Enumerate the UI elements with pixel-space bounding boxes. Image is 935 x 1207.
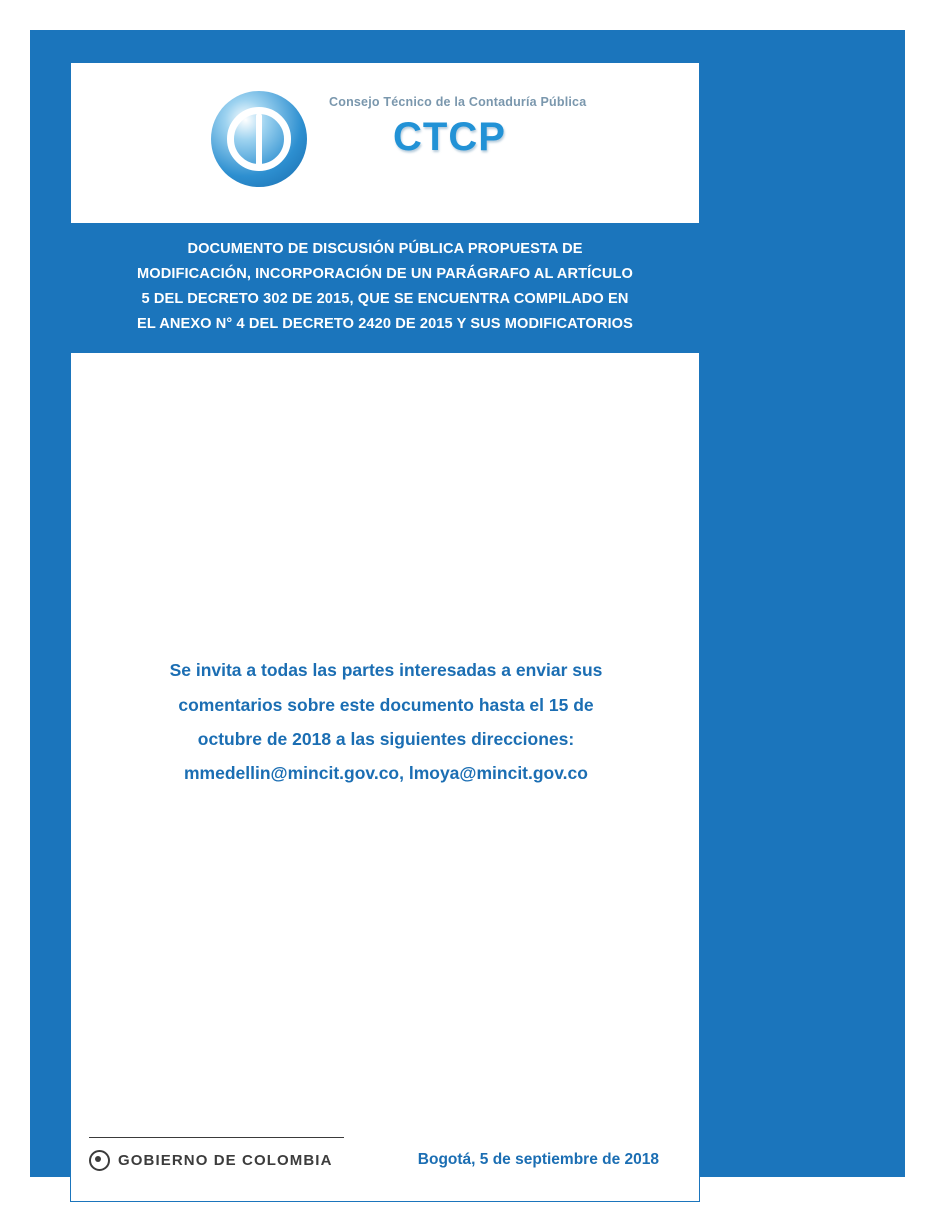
logo-stem-shape [256,113,262,171]
title-line-1: DOCUMENTO DE DISCUSIÓN PÚBLICA PROPUESTA DE [187,241,583,257]
cover-footer [71,1119,699,1179]
government-branding [89,1137,379,1171]
colombia-seal-icon [89,1150,110,1171]
invitation-line-1: Se invita a todas las partes interesadas a enviar sus [169,660,603,681]
title-line-4: EL ANEXO N° 4 DEL DECRETO 2420 DE 2015 Y SUS MODIFICATORIOS [137,316,633,333]
document-title-band [71,223,699,353]
cover-content-column [70,62,700,1202]
invitation-line-2: comentarios sobre este documento hasta el 15 de [178,694,594,715]
title-line-2: MODIFICACIÓN, INCORPORACIÓN DE UN PARÁGRAFO AL ARTÍCULO [137,266,633,283]
document-page-background [30,30,905,1177]
organization-name: Consejo Técnico de la Contaduría Pública [329,95,587,109]
footer-divider [89,1137,344,1138]
ctcp-circle-logo-icon [211,91,307,187]
government-label: GOBIERNO DE COLOMBIA [118,1152,333,1169]
place-and-date: Bogotá, 5 de septiembre de 2018 [417,1151,659,1168]
cover-body [71,353,699,1201]
contact-emails[interactable]: mmedellin@mincit.gov.co, lmoya@mincit.gov.co [184,762,588,783]
invitation-line-3: octubre de 2018 a las siguientes direcciones: [197,728,575,749]
logo-header [71,63,699,223]
comment-invitation [121,653,651,790]
organization-acronym: CTCP [393,115,506,159]
title-line-3: 5 DEL DECRETO 302 DE 2015, QUE SE ENCUENTRA COMPILADO EN [141,291,629,308]
ctcp-logo [211,85,651,205]
